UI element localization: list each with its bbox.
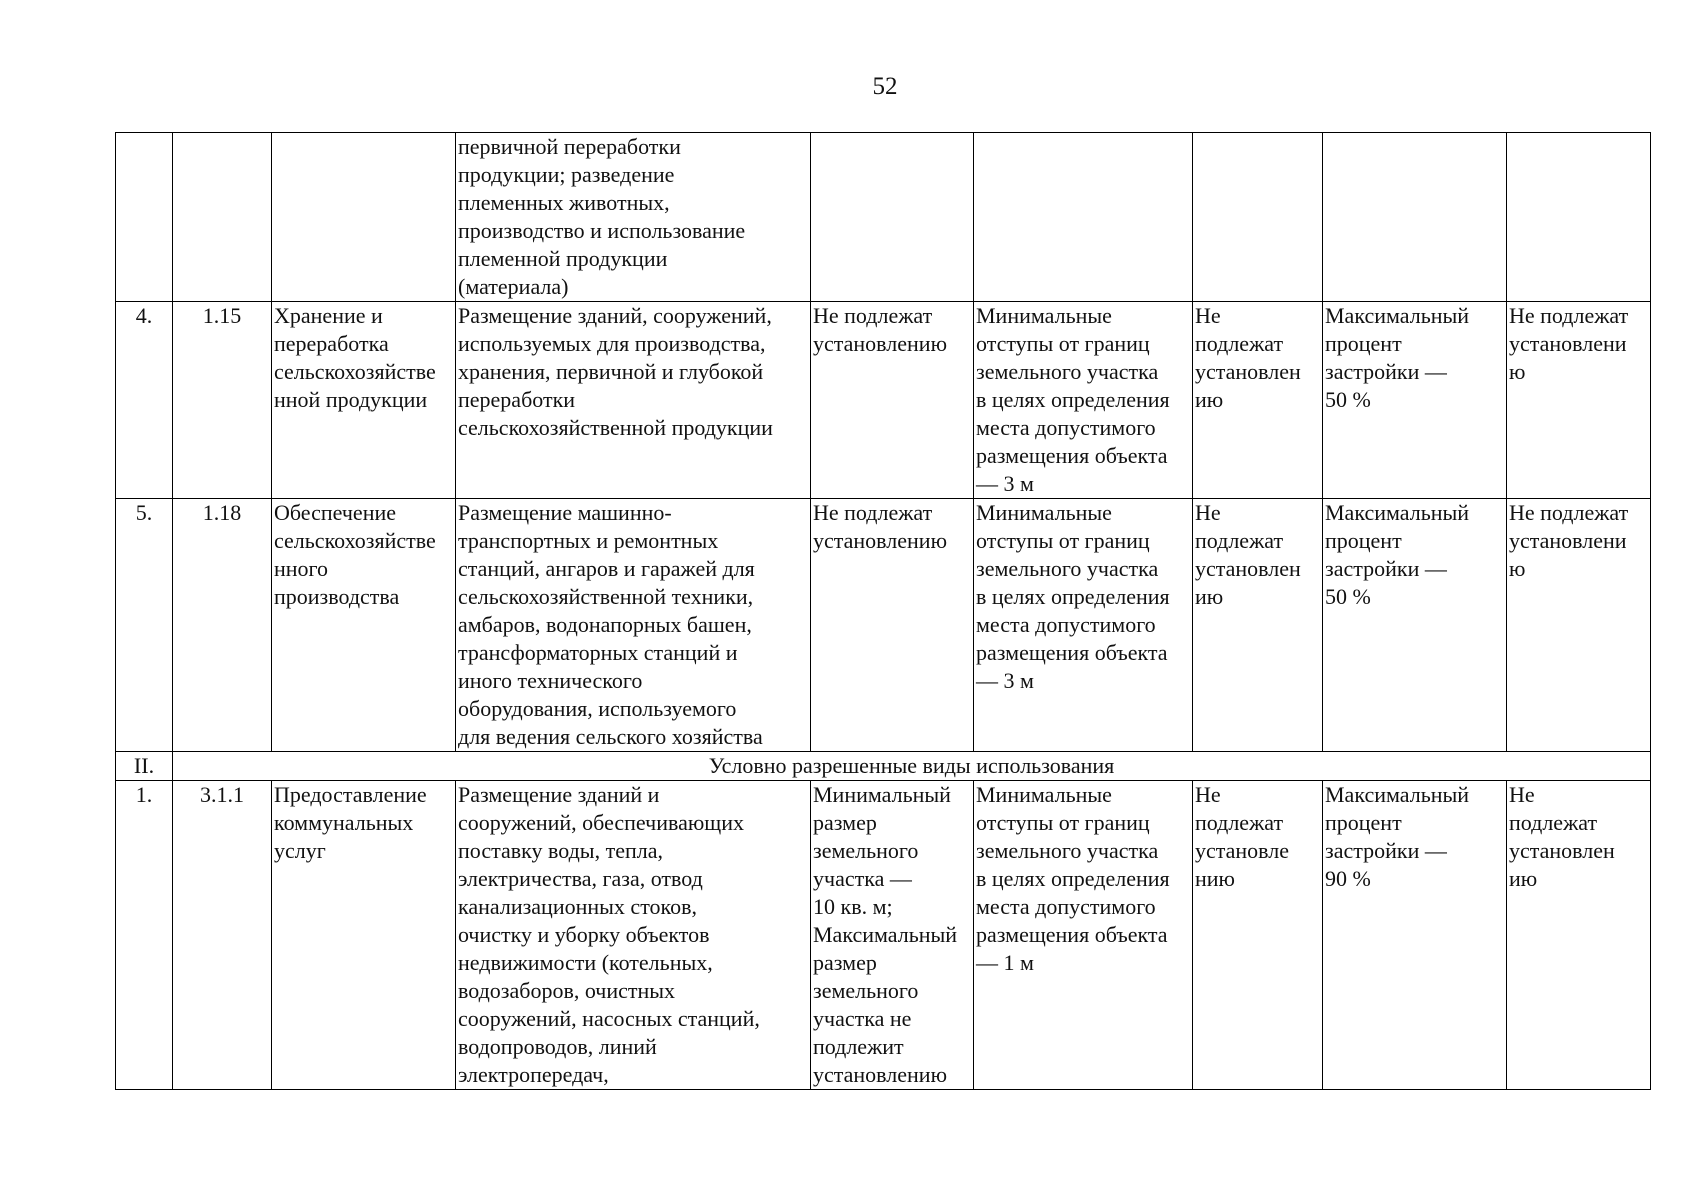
table-row bbox=[116, 302, 1651, 499]
use-description: первичной переработки продукции; разведение племенных животных, производство и использование племенной продукции (материала) bbox=[458, 134, 746, 299]
setback-limits: Минимальные отступы от границ земельного участка в целях определения места допустимого размещения объекта — 1 м bbox=[976, 782, 1170, 975]
table-row bbox=[116, 133, 1651, 302]
row-number: 5. bbox=[135, 500, 153, 525]
buildup-percentage: Максимальный процент застройки — 90 % bbox=[1325, 782, 1470, 891]
floor-limits: Не подлежат установлен ию bbox=[1195, 303, 1301, 412]
use-type-name: Предоставление коммунальных услуг bbox=[274, 782, 427, 863]
setback-limits: Минимальные отступы от границ земельного участка в целях определения места допустимого размещения объекта — 3 м bbox=[976, 303, 1170, 496]
use-description: Размещение зданий, сооружений, используемых для производства, хранения, первичной и глубокой переработки сельскохозяйственной продукции bbox=[458, 303, 773, 440]
use-description: Размещение машинно- транспортных и ремонтных станций, ангаров и гаражей для сельскохозяйственной техники, амбаров, водонапорных башен, трансформаторных станций и иного технического оборудования, используемого для ведения сельского хозяйства bbox=[458, 500, 763, 749]
use-code: 1.15 bbox=[202, 303, 242, 328]
table-row bbox=[116, 499, 1651, 752]
section-title: Условно разрешенные виды использования bbox=[708, 753, 1115, 778]
buildup-percentage: Максимальный процент застройки — 50 % bbox=[1325, 303, 1470, 412]
floor-limits: Не подлежат установле нию bbox=[1195, 782, 1290, 891]
page-number: 52 bbox=[872, 73, 898, 100]
use-code: 3.1.1 bbox=[200, 782, 244, 807]
use-type-name: Хранение и переработка сельскохозяйстве нной продукции bbox=[274, 303, 436, 412]
setback-limits: Минимальные отступы от границ земельного участка в целях определения места допустимого размещения объекта — 3 м bbox=[976, 500, 1170, 693]
section-number: II. bbox=[133, 753, 155, 778]
extra-limits: Не подлежат установлени ю bbox=[1509, 303, 1629, 384]
extra-limits: Не подлежат установлени ю bbox=[1509, 500, 1629, 581]
floor-limits: Не подлежат установлен ию bbox=[1195, 500, 1301, 609]
plot-size-limits: Не подлежат установлению bbox=[813, 500, 948, 553]
use-description: Размещение зданий и сооружений, обеспечивающих поставку воды, тепла, электричества, газа, отвод канализационных стоков, очистку и уборку объектов недвижимости (котельных, водозаборов, очистных сооружений, насосных станций, водопроводов, линий электропередач, bbox=[458, 782, 760, 1087]
row-number: 4. bbox=[135, 303, 153, 328]
table-row bbox=[116, 781, 1651, 1090]
plot-size-limits: Не подлежат установлению bbox=[813, 303, 948, 356]
buildup-percentage: Максимальный процент застройки — 50 % bbox=[1325, 500, 1470, 609]
row-number: 1. bbox=[135, 782, 153, 807]
plot-size-limits: Минимальный размер земельного участка — 10 кв. м; Максимальный размер земельного участка не подлежит установлению bbox=[813, 782, 958, 1087]
section-row bbox=[116, 752, 1651, 781]
use-code: 1.18 bbox=[202, 500, 242, 525]
use-type-name: Обеспечение сельскохозяйстве нного производства bbox=[274, 500, 436, 609]
extra-limits: Не подлежат установлен ию bbox=[1509, 782, 1615, 891]
land-use-regulations-table bbox=[115, 132, 1651, 1090]
